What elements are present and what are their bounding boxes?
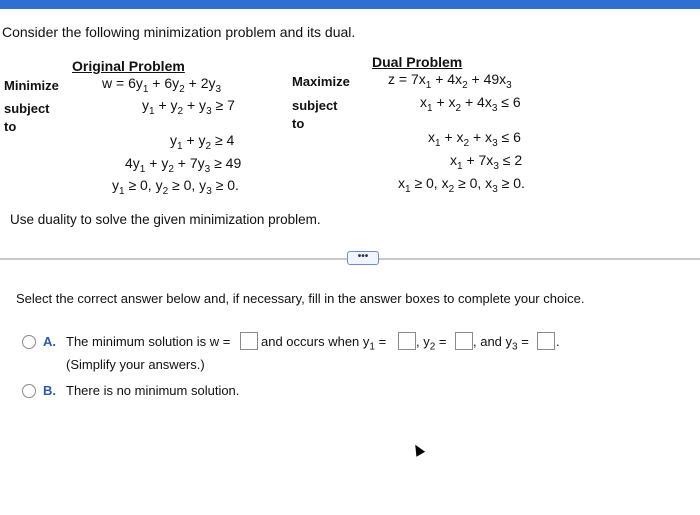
dual-to-label: to [292, 116, 305, 131]
top-bar [0, 0, 700, 9]
option-a-letter: A. [43, 334, 56, 349]
original-constraint-2: $y_1 + y_2 \ge 4$ [170, 132, 235, 152]
dual-subject-label: subject [292, 98, 338, 113]
y3-answer-box[interactable] [537, 332, 555, 350]
maximize-label: Maximize [292, 74, 350, 89]
dual-objective: $z = 7x_1 + 4x_2 + 49x_3$ [388, 71, 512, 91]
dual-constraint-3: $x_1 + 7x_3 \le 2$ [450, 152, 523, 172]
minimize-label: Minimize [4, 78, 59, 93]
y3-label: , and $y_3$ = [473, 334, 529, 353]
y2-answer-box[interactable] [455, 332, 473, 350]
option-b-text: There is no minimum solution. [66, 383, 240, 398]
original-objective: $w = 6y_1 + 6y_2 + 2y_3$ [102, 75, 222, 95]
expand-more-button[interactable]: ••• [347, 251, 379, 265]
original-problem-title: Original Problem [72, 58, 185, 74]
y1-answer-box[interactable] [398, 332, 416, 350]
select-answer-prompt: Select the correct answer below and, if necessary, fill in the answer boxes to complete your choice. [16, 291, 585, 306]
use-duality-instruction: Use duality to solve the given minimization problem. [10, 212, 321, 227]
option-b-radio[interactable] [22, 384, 36, 398]
dual-problem-title: Dual Problem [372, 54, 463, 70]
problem-intro: Consider the following minimization problem and its dual. [2, 24, 356, 40]
original-constraint-3: $4y_1 + y_2 + 7y_3 \ge 49$ [125, 155, 242, 175]
dual-constraint-2: $x_1 + x_2 + x_3 \le 6$ [428, 129, 521, 149]
w-answer-box[interactable] [240, 332, 258, 350]
option-a-period: . [556, 334, 560, 349]
option-b-letter: B. [43, 383, 56, 398]
dual-constraint-1: $x_1 + x_2 + 4x_3 \le 6$ [420, 94, 521, 114]
y2-label: , $y_2$ = [416, 334, 447, 353]
dual-nonnegativity: $x_1 \ge 0$, $x_2 \ge 0$, $x_3 \ge 0$. [398, 175, 525, 195]
to-label: to [4, 119, 17, 134]
mouse-cursor-icon [411, 442, 425, 457]
subject-label: subject [4, 101, 50, 116]
option-a-text: The minimum solution is w = [66, 334, 231, 349]
option-a-radio[interactable] [22, 335, 36, 349]
option-a-occurs-text: and occurs when $y_1$ = [261, 334, 387, 353]
original-nonnegativity: $y_1 \ge 0$, $y_2 \ge 0$, $y_3 \ge 0$. [112, 177, 239, 197]
simplify-note: (Simplify your answers.) [66, 357, 205, 372]
original-constraint-1: $y_1 + y_2 + y_3 \ge 7$ [142, 97, 235, 117]
